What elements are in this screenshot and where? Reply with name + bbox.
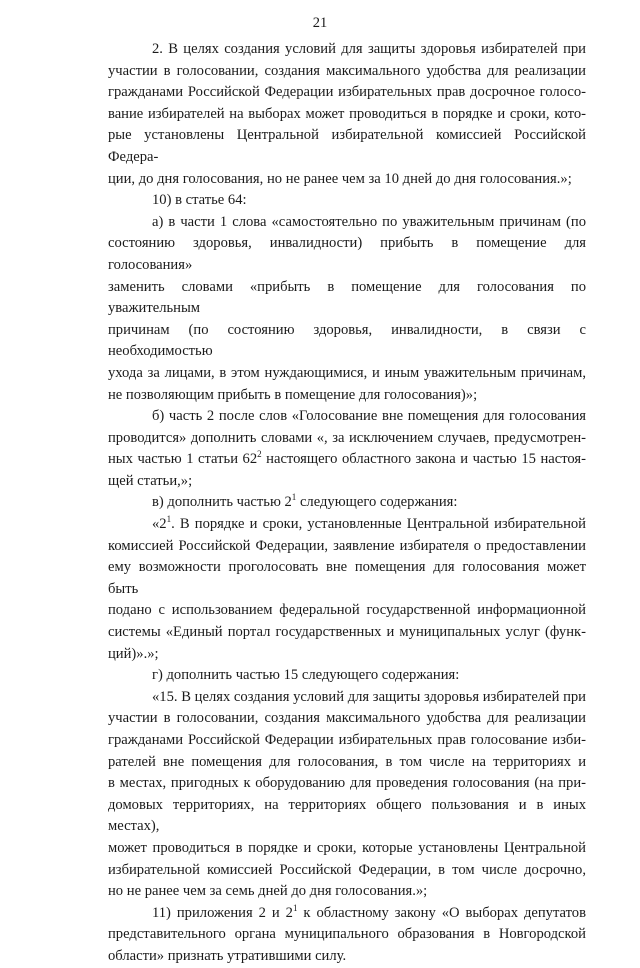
text-line: а) в части 1 слова «самостоятельно по уважительным причинам (по	[152, 213, 586, 230]
document-body	[108, 39, 586, 968]
text-line: г) дополнить частью 15 следующего содержания:	[152, 667, 460, 684]
text-line: б) часть 2 после слов «Голосование вне помещения для голосования	[152, 408, 586, 425]
text-line	[108, 514, 586, 536]
text-fragment: в) дополнить частью 2	[152, 494, 292, 511]
text-line: ухода за лицами, в этом нуждающимися, и иным уважительным причинам,	[108, 364, 586, 381]
text-fragment: 11) приложения 2 и 2	[152, 904, 293, 921]
text-fragment: настоящего областного закона и частью 15 настоя-	[261, 451, 586, 468]
text-line: в местах, пригодных к оборудованию для проведения голосования (на при-	[108, 775, 586, 792]
page-number: 21	[312, 15, 328, 31]
superscript: 1	[166, 514, 172, 525]
text-line: может проводиться в порядке и сроки, которые установлены Центральной	[108, 839, 586, 856]
text-line	[108, 903, 586, 925]
text-fragment: «2	[152, 516, 167, 533]
text-fragment: . В порядке и сроки, установленные Центральной избирательной	[171, 516, 586, 533]
text-line: ций)».»;	[108, 645, 159, 662]
text-line	[108, 492, 586, 514]
text-line: проводится» дополнить словами «, за исключением случаев, предусмотрен-	[108, 429, 586, 446]
text-line: состоянию здоровья, инвалидности) прибыть в помещение для голосования»	[108, 235, 586, 273]
text-line: представительного органа муниципального образования в Новгородской	[108, 926, 586, 943]
text-line: заменить словами «прибыть в помещение для голосования по уважительным	[108, 278, 586, 317]
text-fragment: к областному закону «О выборах депутатов	[297, 904, 586, 921]
superscript: 2	[257, 449, 262, 460]
text-line: участии в голосовании, создания максимального удобства для реализации	[108, 62, 586, 79]
text-fragment: следующего содержания:	[296, 494, 458, 511]
text-line: гражданами Российской Федерации избирательных прав голосование изби-	[108, 732, 586, 748]
text-line: вание избирателей на выборах может проводиться в порядке и сроки, кото-	[108, 105, 586, 122]
text-line: домовых территориях, на территориях общего пользования и в иных местах),	[108, 796, 586, 835]
text-line: подано с использованием федеральной государственной информационной	[108, 602, 586, 619]
text-line: комиссией Российской Федерации, заявление избирателя о предоставлении	[108, 537, 586, 554]
text-line: ему возможности проголосовать вне помещения для голосования может быть	[108, 559, 586, 597]
text-line: участии в голосовании, создания максимального удобства для реализации	[108, 710, 586, 727]
text-line: не позволяющим прибыть в помещение для голосования)»;	[108, 386, 478, 403]
text-line: но не ранее чем за семь дней до дня голосования.»;	[108, 883, 428, 900]
superscript: 1	[291, 492, 297, 503]
text-fragment: ных частью 1 статьи 62	[108, 451, 258, 468]
superscript: 1	[292, 902, 298, 913]
text-line: щей статьи,»;	[108, 472, 193, 489]
text-line: «15. В целях создания условий для защиты здоровья избирателей при	[152, 688, 586, 705]
text-line: причинам (по состоянию здоровья, инвалидности, в связи с необходимостью	[108, 321, 586, 360]
text-line: рателей вне помещения для голосования, в том числе на территориях и	[108, 753, 586, 770]
text-line: гражданами Российской Федерации избирательных прав досрочное голосо-	[108, 84, 586, 101]
text-line: области» признать утратившими силу.	[108, 947, 347, 964]
text-line: избирательной комиссией Российской Федерации, в том числе досрочно,	[108, 861, 586, 878]
text-line: ции, до дня голосования, но не ранее чем за 10 дней до дня голосования.»;	[108, 170, 572, 187]
text-line: 10) в статье 64:	[152, 192, 247, 209]
text-line: 2. В целях создания условий для защиты здоровья избирателей при	[152, 41, 586, 57]
text-line: рые установлены Центральной избирательной комиссией Российской Федера-	[108, 127, 586, 165]
text-line: системы «Единый портал государственных и муниципальных услуг (функ-	[108, 624, 586, 641]
text-line	[108, 449, 586, 471]
